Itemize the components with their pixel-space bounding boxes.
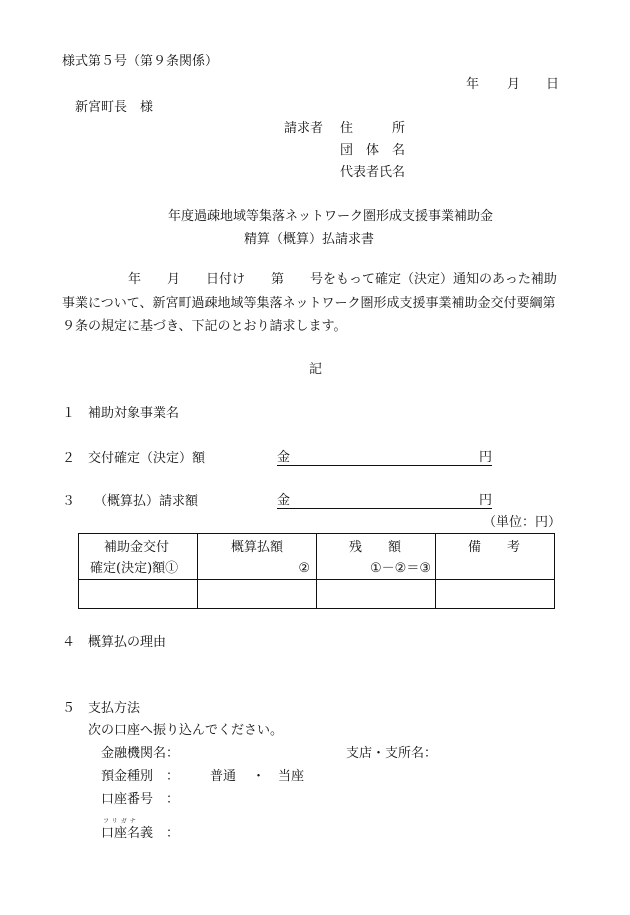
requester-rep-label: 代表者氏名 — [340, 165, 406, 180]
deposit-type-ordinary: 普通 — [210, 769, 237, 784]
table-header-row — [79, 534, 555, 580]
item2-label: 交付確定（決定）額 — [88, 451, 206, 466]
table-header-cell-1 — [79, 534, 198, 580]
account-holder-label: 口座名義 ： — [101, 826, 180, 841]
header-remarks: 備 考 — [468, 540, 521, 555]
document-title-line1: 年度過疎地域等集落ネットワーク圏形成支援事業補助金 — [168, 209, 494, 224]
item5-instruction: 次の口座へ振り込んでください。 — [88, 723, 284, 738]
item3-yen: 円 — [478, 493, 492, 508]
account-holder-furigana: フリガナ — [103, 818, 139, 825]
item3-number: ３ — [62, 494, 76, 509]
cell-remarks[interactable] — [436, 580, 555, 609]
item2-yen: 円 — [478, 450, 492, 465]
date-month: 月 — [507, 77, 521, 92]
item2-kin: 金 — [277, 450, 291, 465]
item5-label: 支払方法 — [88, 701, 141, 716]
header-balance: 残 額 — [349, 540, 402, 555]
table-header-cell-2 — [198, 534, 317, 580]
table-header-cell-3 — [317, 534, 436, 580]
body-line-3: ９条の規定に基づき、下記のとおり請求します。 — [62, 319, 347, 334]
unit-note: （単位：円） — [483, 515, 562, 530]
form-number: 様式第５号（第９条関係） — [62, 54, 219, 69]
deposit-type-label: 預金種別 ： — [101, 769, 180, 784]
requester-address-label: 住 所 — [340, 121, 406, 136]
table-row — [79, 580, 555, 609]
cell-approx-payment[interactable] — [198, 580, 317, 609]
item3-kin: 金 — [277, 493, 291, 508]
cell-balance[interactable] — [317, 580, 436, 609]
item2-number: ２ — [62, 451, 76, 466]
item1-label: 補助対象事業名 — [88, 406, 180, 421]
amount-table — [78, 533, 555, 609]
account-number-label: 口座番号 ： — [101, 792, 180, 807]
deposit-type-current: 当座 — [278, 769, 305, 784]
requester-org-label: 団 体 名 — [340, 143, 406, 158]
cell-subsidy-amount[interactable] — [79, 580, 198, 609]
item1-number: １ — [62, 406, 76, 421]
document-title-line2: 精算（概算）払請求書 — [244, 232, 375, 247]
branch-name-label: 支店・支所名： — [346, 746, 438, 761]
header-balance-formula: ①－②＝③ — [370, 561, 431, 576]
item4-label: 概算払の理由 — [88, 635, 167, 650]
item4-number: ４ — [62, 635, 76, 650]
table-header-cell-4 — [436, 534, 555, 580]
requester-label: 請求者 — [284, 121, 324, 136]
body-line-2: 事業について、新宮町過疎地域等集落ネットワーク圏形成支援事業補助金交付要綱第 — [62, 296, 556, 311]
header-subsidy-line1: 補助金交付 — [104, 540, 170, 555]
header-approx-marker: ② — [298, 561, 310, 576]
deposit-type-separator: ・ — [252, 769, 266, 784]
item5-number: ５ — [62, 701, 76, 716]
date-day: 日 — [546, 77, 560, 92]
body-line-1: 年 月 日付け 第 号をもって確定（決定）通知のあった補助 — [128, 272, 557, 287]
addressee: 新宮町長 様 — [75, 100, 154, 115]
date-year: 年 — [466, 77, 480, 92]
item2-amount-field[interactable] — [277, 449, 492, 466]
bank-name-label: 金融機関名： — [101, 746, 180, 761]
item3-amount-field[interactable] — [277, 492, 492, 509]
item3-label: （概算払）請求額 — [94, 494, 199, 509]
header-approx-payment: 概算払額 — [231, 540, 284, 555]
header-subsidy-line2: 確定(決定)額① — [90, 561, 179, 576]
ki-heading: 記 — [309, 362, 323, 377]
